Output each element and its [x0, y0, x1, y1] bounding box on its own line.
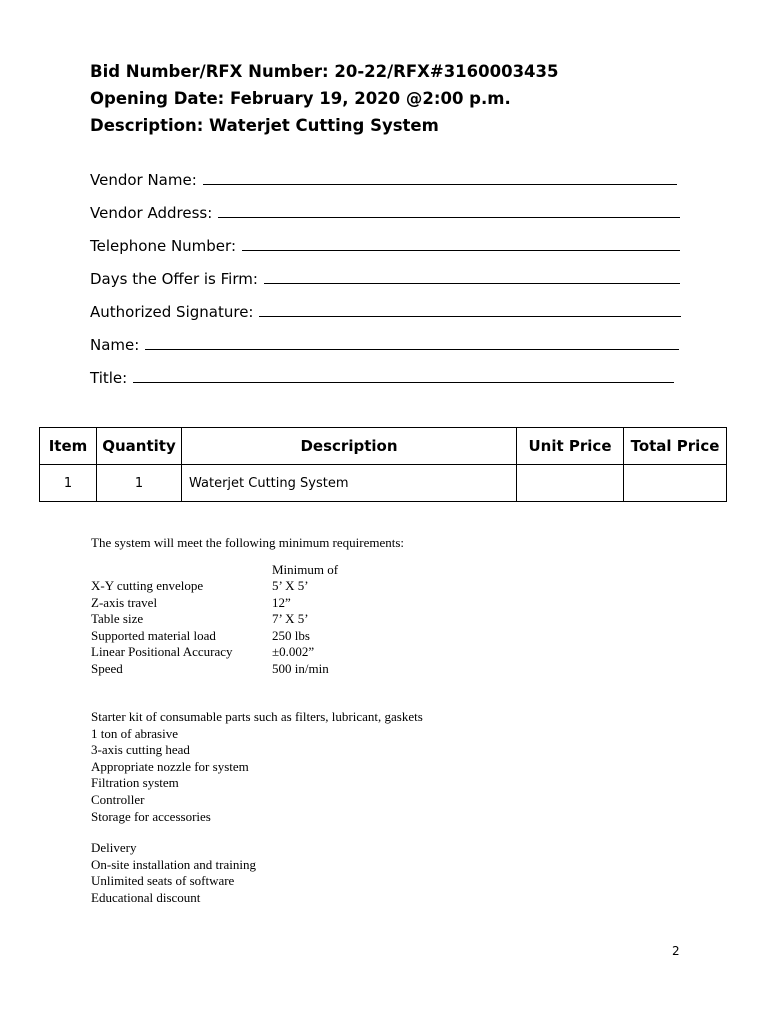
title-label: Title: [90, 369, 128, 387]
name-label: Name: [90, 336, 140, 354]
unit-price-column-header: Unit Price [517, 428, 624, 465]
total-price-column-header: Total Price [624, 428, 727, 465]
quantity-cell: 1 [97, 465, 182, 502]
table-row [40, 465, 727, 502]
bid-table [39, 427, 727, 502]
bid-description: Description: Waterjet Cutting System [90, 116, 439, 135]
item-cell: 1 [40, 465, 97, 502]
telephone-label: Telephone Number: [90, 237, 236, 255]
title-field[interactable] [90, 358, 681, 391]
spec-row [91, 595, 329, 612]
spec-name: Linear Positional Accuracy [91, 644, 233, 660]
vendor-name-field[interactable] [90, 160, 681, 193]
item-column-header: Item [40, 428, 97, 465]
list-item: Controller [91, 791, 145, 807]
spec-name: Speed [91, 660, 123, 676]
list-item: Appropriate nozzle for system [91, 758, 249, 774]
spec-table [91, 578, 329, 678]
description-column-header: Description [182, 428, 517, 465]
list-item: Filtration system [91, 775, 179, 791]
services-list [91, 840, 256, 906]
spec-value: 250 lbs [272, 627, 310, 643]
spec-name: Z-axis travel [91, 594, 158, 610]
spec-value: 7’ X 5’ [272, 611, 309, 627]
vendor-name-blank[interactable] [203, 168, 677, 185]
list-item: 3-axis cutting head [91, 742, 190, 758]
quantity-column-header: Quantity [97, 428, 182, 465]
signature-field[interactable] [90, 292, 681, 325]
title-blank[interactable] [133, 366, 674, 383]
name-blank[interactable] [145, 333, 679, 350]
signature-blank[interactable] [259, 300, 681, 317]
signature-label: Authorized Signature: [90, 303, 254, 321]
spec-row [91, 661, 329, 678]
spec-row [91, 644, 329, 661]
minimum-of-header: Minimum of [272, 562, 339, 577]
spec-value: 12” [272, 594, 291, 610]
description-cell: Waterjet Cutting System [182, 465, 517, 502]
list-item: Storage for accessories [91, 808, 211, 824]
vendor-name-label: Vendor Name: [90, 171, 197, 189]
list-item: Delivery [91, 840, 137, 855]
spec-row [91, 578, 329, 595]
list-item: 1 ton of abrasive [91, 725, 179, 741]
list-item: On-site installation and training [91, 856, 256, 872]
spec-name: Supported material load [91, 627, 216, 643]
list-item: Starter kit of consumable parts such as filters, lubricant, gaskets [91, 709, 423, 724]
spec-name: Table size [91, 611, 144, 627]
telephone-field[interactable] [90, 226, 681, 259]
requirements-intro: The system will meet the following minimum requirements: [91, 535, 405, 550]
days-firm-label: Days the Offer is Firm: [90, 270, 258, 288]
vendor-address-label: Vendor Address: [90, 204, 213, 222]
spec-value: ±0.002” [272, 644, 315, 660]
spec-name: X-Y cutting envelope [91, 578, 204, 593]
unit-price-cell[interactable] [517, 465, 624, 502]
name-field[interactable] [90, 325, 681, 358]
vendor-address-field[interactable] [90, 193, 681, 226]
spec-row [91, 611, 329, 628]
spec-value: 500 in/min [272, 660, 329, 676]
list-item: Unlimited seats of software [91, 873, 235, 889]
spec-value: 5’ X 5’ [272, 578, 309, 593]
telephone-blank[interactable] [242, 234, 680, 251]
list-item: Educational discount [91, 889, 201, 905]
spec-row [91, 628, 329, 645]
bid-header [90, 58, 559, 139]
opening-date: Opening Date: February 19, 2020 @2:00 p.m. [90, 89, 511, 108]
page-number: 2 [672, 944, 680, 958]
included-items-list [91, 709, 423, 825]
vendor-form [90, 160, 681, 391]
total-price-cell[interactable] [624, 465, 727, 502]
bid-table-header-row [40, 428, 727, 465]
bid-number: Bid Number/RFX Number: 20-22/RFX#3160003435 [90, 62, 559, 81]
days-firm-blank[interactable] [264, 267, 680, 284]
days-firm-field[interactable] [90, 259, 681, 292]
vendor-address-blank[interactable] [218, 201, 680, 218]
